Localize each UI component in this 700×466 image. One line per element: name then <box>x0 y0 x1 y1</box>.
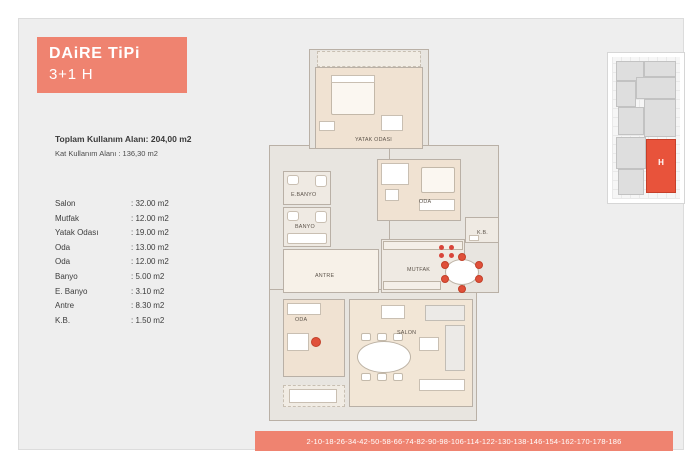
dining-table-furniture <box>357 341 411 373</box>
sink-fixture <box>287 211 299 221</box>
key-plan-unit <box>618 107 644 135</box>
dining-chair-furniture <box>475 261 483 269</box>
room-area: : 1.50 m2 <box>131 315 165 325</box>
list-item <box>55 197 245 212</box>
room-area: : 12.00 m2 <box>131 213 169 223</box>
balcony-furniture <box>289 389 337 403</box>
room-area: : 13.00 m2 <box>131 242 169 252</box>
total-area-label: Toplam Kullanım Alanı: 204,00 m2 <box>55 134 192 144</box>
plan-label: ANTRE <box>315 273 335 279</box>
key-plan-unit <box>616 137 646 169</box>
list-item <box>55 212 245 227</box>
plant-furniture <box>381 305 405 319</box>
wardrobe-furniture <box>381 115 403 131</box>
coffee-table-furniture <box>419 337 439 351</box>
drawing-sheet <box>18 18 684 450</box>
sink-fixture <box>287 175 299 185</box>
key-plan-unit <box>644 99 676 137</box>
bed-furniture <box>421 167 455 193</box>
title-block <box>37 37 187 93</box>
plan-label: MUTFAK <box>407 267 431 273</box>
dining-chair-furniture <box>361 333 371 341</box>
list-item <box>55 241 245 256</box>
key-plan <box>607 52 685 204</box>
stove-burner-icon <box>439 253 444 258</box>
list-item <box>55 226 245 241</box>
room-area: : 8.30 m2 <box>131 301 165 311</box>
headboard-furniture <box>331 75 375 83</box>
room-name: Oda <box>55 257 71 267</box>
room-area: : 12.00 m2 <box>131 257 169 267</box>
page-subtitle: 3+1 H <box>49 66 94 83</box>
plan-label: BANYO <box>295 224 315 230</box>
desk-furniture <box>381 163 409 185</box>
room-area: : 19.00 m2 <box>131 228 169 238</box>
page-title: DAiRE TiPi <box>49 45 141 62</box>
room-name: Banyo <box>55 271 78 281</box>
floor-area-label: Kat Kullanım Alanı : 136,30 m2 <box>55 149 158 158</box>
dining-chair-furniture <box>458 285 466 293</box>
chair-furniture <box>385 189 399 201</box>
room-name: Oda <box>55 242 71 252</box>
room-name: E. Banyo <box>55 286 88 296</box>
plan-label: E.BANYO <box>291 192 317 198</box>
chair-furniture <box>311 337 321 347</box>
list-item <box>55 299 245 314</box>
bathtub-fixture <box>287 233 327 244</box>
floor-plan <box>269 49 529 421</box>
room-name: Yatak Odası <box>55 228 99 238</box>
stove-burner-icon <box>449 245 454 250</box>
bed-furniture <box>331 79 375 115</box>
key-plan-highlight-label: H <box>658 158 664 167</box>
dining-chair-furniture <box>475 275 483 283</box>
sofa-furniture <box>425 305 465 321</box>
dining-chair-furniture <box>458 253 466 261</box>
dining-chair-furniture <box>441 261 449 269</box>
key-plan-unit <box>616 81 636 107</box>
key-plan-unit <box>636 77 676 99</box>
room-antre <box>283 249 379 293</box>
dining-chair-furniture <box>441 275 449 283</box>
room-area: : 32.00 m2 <box>131 199 169 208</box>
room-area-list <box>55 197 245 328</box>
wardrobe-furniture <box>287 303 321 315</box>
floor-list-text: 2-10-18-26-34-42-50-58-66-74-82-90-98-106-114-122-130-138-146-154-162-170-178-186 <box>306 436 622 446</box>
plan-label: YATAK ODASI <box>355 137 392 143</box>
stove-burner-icon <box>449 253 454 258</box>
dining-table-furniture <box>445 259 479 285</box>
room-name: K.B. <box>55 315 71 325</box>
key-plan-highlight <box>646 139 676 193</box>
key-plan-unit <box>618 169 644 195</box>
plan-label: ODA <box>295 317 308 323</box>
room-name: Antre <box>55 301 75 311</box>
room-area: : 5.00 m2 <box>131 271 165 281</box>
plan-label: SALON <box>397 330 417 336</box>
dining-chair-furniture <box>393 373 403 381</box>
sofa-furniture <box>445 325 465 371</box>
tv-unit-furniture <box>419 379 465 391</box>
stove-burner-icon <box>439 245 444 250</box>
list-item <box>55 285 245 300</box>
room-area: : 3.10 m2 <box>131 286 165 296</box>
balcony-top <box>317 51 421 67</box>
kitchen-counter <box>383 281 441 290</box>
list-item <box>55 255 245 270</box>
desk-furniture <box>287 333 309 351</box>
room-name: Salon <box>55 199 76 208</box>
plan-label: K.B. <box>477 230 488 236</box>
dining-chair-furniture <box>361 373 371 381</box>
toilet-fixture <box>315 211 327 223</box>
list-item <box>55 270 245 285</box>
floor-list-bar <box>255 431 673 451</box>
list-item <box>55 314 245 329</box>
room-name: Mutfak <box>55 213 80 223</box>
toilet-fixture <box>315 175 327 187</box>
dining-chair-furniture <box>377 333 387 341</box>
nightstand-furniture <box>319 121 335 131</box>
dining-chair-furniture <box>377 373 387 381</box>
plan-label: ODA <box>419 199 432 205</box>
key-plan-unit <box>644 61 676 77</box>
